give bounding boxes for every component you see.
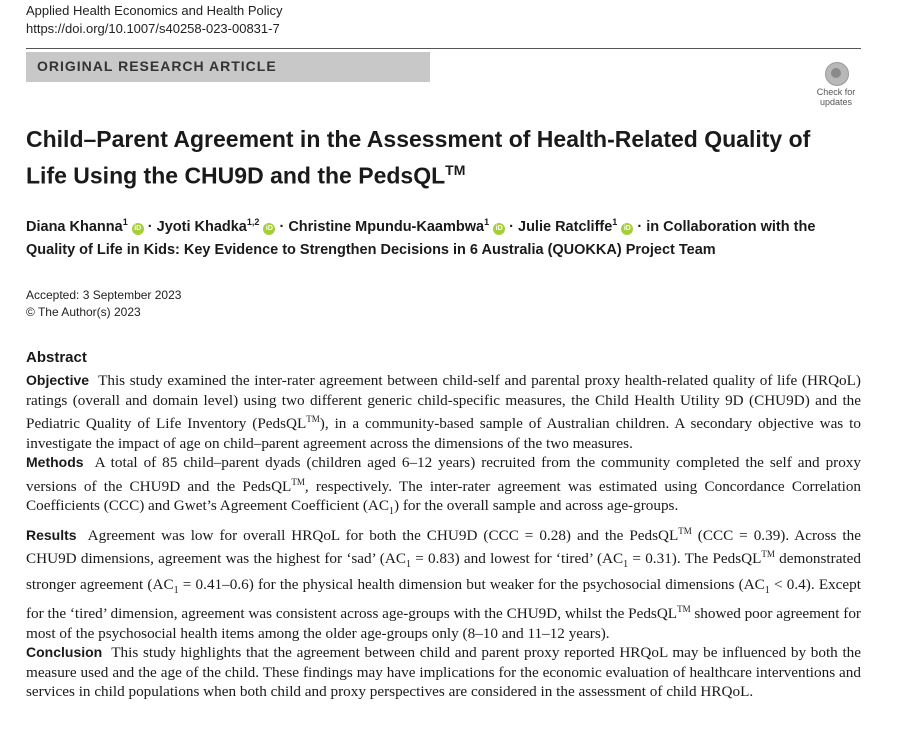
conclusion-label: Conclusion — [26, 644, 103, 661]
article-type-label: ORIGINAL RESEARCH ARTICLE — [37, 58, 277, 74]
author-list: Diana Khanna$^1$ iD · Jyoti Khadka$^{1,2}$ iD · Christine Mpundu-Kaambwa$^1$ iD · Julie Ratcliffe$^1$ iD · in Collaboration with the Quality of Life in Kids: Key Evidence to Strengthen Decisions in 6 Australia (QUOKKA) Project Team — [26, 217, 816, 258]
journal-name: Applied Health Economics and Health Policy — [26, 3, 283, 18]
results-label: Results — [26, 526, 77, 543]
affiliation-marker: 1 — [484, 217, 490, 227]
orcid-icon[interactable]: iD — [621, 223, 633, 235]
collaboration-group: in Collaboration with the Quality of Life in Kids: Key Evidence to Strengthen Decisions in 6 Australia (QUOKKA) Project Team — [26, 218, 816, 258]
orcid-icon[interactable]: iD — [263, 223, 275, 235]
affiliation-marker: 1 — [122, 217, 128, 227]
author-name[interactable]: Diana Khanna — [26, 218, 123, 235]
abstract-body — [26, 371, 861, 702]
orcid-icon[interactable]: iD — [132, 223, 144, 235]
article-title — [26, 124, 846, 192]
author-name[interactable]: Jyoti Khadka — [156, 218, 247, 235]
title-text: Child–Parent Agreement in the Assessment of Health-Related Quality of Life Using the CHU9D and the PedsQL — [26, 126, 811, 189]
copyright-notice: © The Author(s) 2023 — [26, 305, 141, 319]
accepted-date: Accepted: 3 September 2023 — [26, 288, 182, 302]
check-for-updates-badge[interactable] — [812, 60, 860, 110]
affiliation-marker: 1 — [612, 217, 618, 227]
abstract-heading: Abstract — [26, 349, 87, 366]
publication-dates — [26, 287, 181, 321]
check-updates-icon — [825, 62, 849, 86]
doi-link[interactable]: https://doi.org/10.1007/s40258-023-00831-7 — [26, 21, 280, 36]
author-name[interactable]: Christine Mpundu-Kaambwa — [288, 218, 485, 235]
article-type-banner — [26, 52, 430, 82]
affiliation-marker: 1,2 — [246, 217, 260, 227]
header-divider — [26, 48, 861, 49]
author-name[interactable]: Julie Ratcliffe — [518, 218, 613, 235]
methods-label: Methods — [26, 454, 84, 471]
abstract-results: Results Agreement was low for overall HRQoL for both the CHU9D (CCC = 0.28) and the PedsQL™ (CCC = 0.39). Across the CHU9D dimensions, agreement was the highest for ‘sad’ $(AC_1 = 0.83)$ and lowest for ‘tired’ $(AC_1 = 0.31)$. The PedsQL™ demonstrated stronger agreement $(AC_1 = 0.41-0.6)$ for the physical health dimension but weaker for the psychosocial dimensions $(AC_1 < 0.4)$. Except for the ‘tired’ dimension, agreement was consistent across age-groups with the CHU9D, whilst the PedsQL™ showed poor agreement for most of the psychosocial health items among the older age-groups only (8–10 and 11–12 years). — [26, 525, 861, 642]
title-trademark: TM — [445, 162, 466, 178]
abstract-conclusion: Conclusion This study highlights that the agreement between child and parent proxy reported HRQoL may be influenced by both the measure used and the age of the child. These findings may have implications for the economic evaluation of healthcare interventions and services in child populations when both child and proxy perspectives are considered in the assessment of child HRQoL. — [26, 644, 861, 701]
check-updates-label: Check for updates — [816, 87, 856, 107]
abstract-objective: Objective This study examined the inter-rater agreement between child-self and parental proxy health-related quality of life (HRQoL) ratings (overall and domain level) using two different generic child-specific measures, the Child Health Utility 9D (CHU9D) and the Pediatric Quality of Life Inventory (PedsQL™), in a community-based sample of Australian children. A secondary objective was to investigate the impact of age on child–parent agreement across the dimensions of the two measures. — [26, 372, 861, 452]
abstract-methods: Methods A total of 85 child–parent dyads (children aged 6–12 years) recruited from the community completed the self and proxy versions of the CHU9D and the PedsQL™, respectively. The inter-rater agreement was estimated using Concordance Correlation Coefficients (CCC) and Gwet’s Agreement Coefficient $(AC_1)$ for the overall sample and across age-groups. — [26, 454, 862, 518]
objective-label: Objective — [26, 372, 90, 388]
orcid-icon[interactable]: iD — [493, 223, 505, 235]
